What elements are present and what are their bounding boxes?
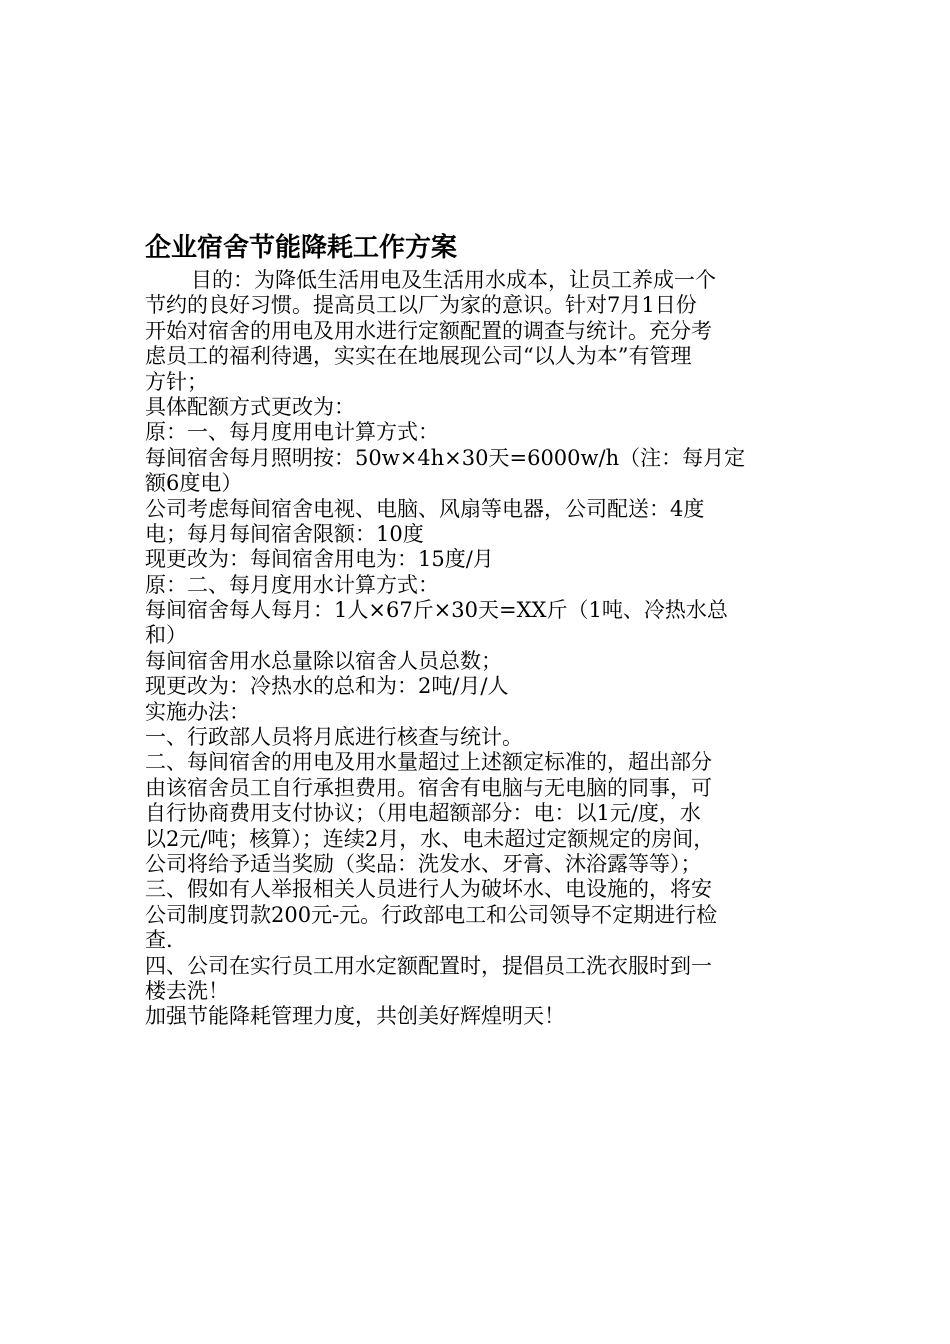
paragraph-line: 原：一、每月度用电计算方式： <box>145 420 439 445</box>
paragraph-line: 一、行政部人员将月底进行核查与统计。 <box>145 725 523 750</box>
paragraph-line: 加强节能降耗管理力度，共创美好辉煌明天！ <box>145 1004 565 1029</box>
paragraph-line: 以2元/吨；核算）；连续2月，水、电未超过定额规定的房间， <box>145 826 715 851</box>
paragraph-line: 二、每间宿舍的用电及用水量超过上述额定标准的，超出部分 <box>145 750 712 775</box>
paragraph-line: 具体配额方式更改为： <box>145 394 355 419</box>
paragraph-line: 和） <box>145 623 187 648</box>
paragraph-line: 自行协商费用支付协议；（用电超额部分：电：以1元/度，水 <box>145 801 701 826</box>
paragraph-line: 额6度电） <box>145 471 243 496</box>
paragraph-line: 公司将给予适当奖励（奖品：洗发水、牙膏、沐浴露等等）； <box>145 851 702 876</box>
paragraph-line: 虑员工的福利待遇，实实在在地展现公司“以人为本”有管理 <box>145 344 692 369</box>
paragraph-line: 实施办法： <box>145 699 250 724</box>
paragraph-line: 目的：为降低生活用电及生活用水成本，让员工养成一个 <box>191 268 716 292</box>
paragraph-line: 现更改为：冷热水的总和为：2吨/月/人 <box>145 674 509 699</box>
paragraph-line: 公司考虑每间宿舍电视、电脑、风扇等电器，公司配送：4度 <box>145 496 705 521</box>
paragraph-line: 由该宿舍员工自行承担费用。宿舍有电脑与无电脑的同事，可 <box>145 775 712 800</box>
paragraph-line: 公司制度罚款200元-元。行政部电工和公司领导不定期进行检 <box>145 902 718 927</box>
paragraph-line: 节约的良好习惯。提高员工以厂为家的意识。针对7月1日份 <box>145 293 697 318</box>
paragraph-line: 现更改为：每间宿舍用电为：15度/月 <box>145 547 494 572</box>
paragraph-line: 每间宿舍每人每月：1人×67斤×30天=XX斤（1吨、冷热水总 <box>145 598 728 623</box>
paragraph-line: 每间宿舍用水总量除以宿舍人员总数； <box>145 648 502 673</box>
paragraph-line: 电；每月每间宿舍限额：10度 <box>145 521 424 546</box>
paragraph-line: 四、公司在实行员工用水定额配置时，提倡员工洗衣服时到一 <box>145 953 712 978</box>
document-title: 企业宿舍节能降耗工作方案 <box>145 233 458 263</box>
paragraph-line: 方针； <box>145 369 208 394</box>
paragraph-line: 原：二、每月度用水计算方式： <box>145 572 439 597</box>
paragraph-line: 每间宿舍每月照明按：50w×4h×30天=6000w/h（注：每月定 <box>145 445 746 470</box>
paragraph-line: 查. <box>145 928 173 953</box>
document-page <box>145 228 815 1030</box>
paragraph-line: 三、假如有人举报相关人员进行人为破坏水、电设施的，将安 <box>145 877 712 902</box>
paragraph-line: 开始对宿舍的用电及用水进行定额配置的调查与统计。充分考 <box>145 318 712 343</box>
document-body <box>145 268 815 1030</box>
paragraph-line: 楼去洗！ <box>145 978 229 1003</box>
